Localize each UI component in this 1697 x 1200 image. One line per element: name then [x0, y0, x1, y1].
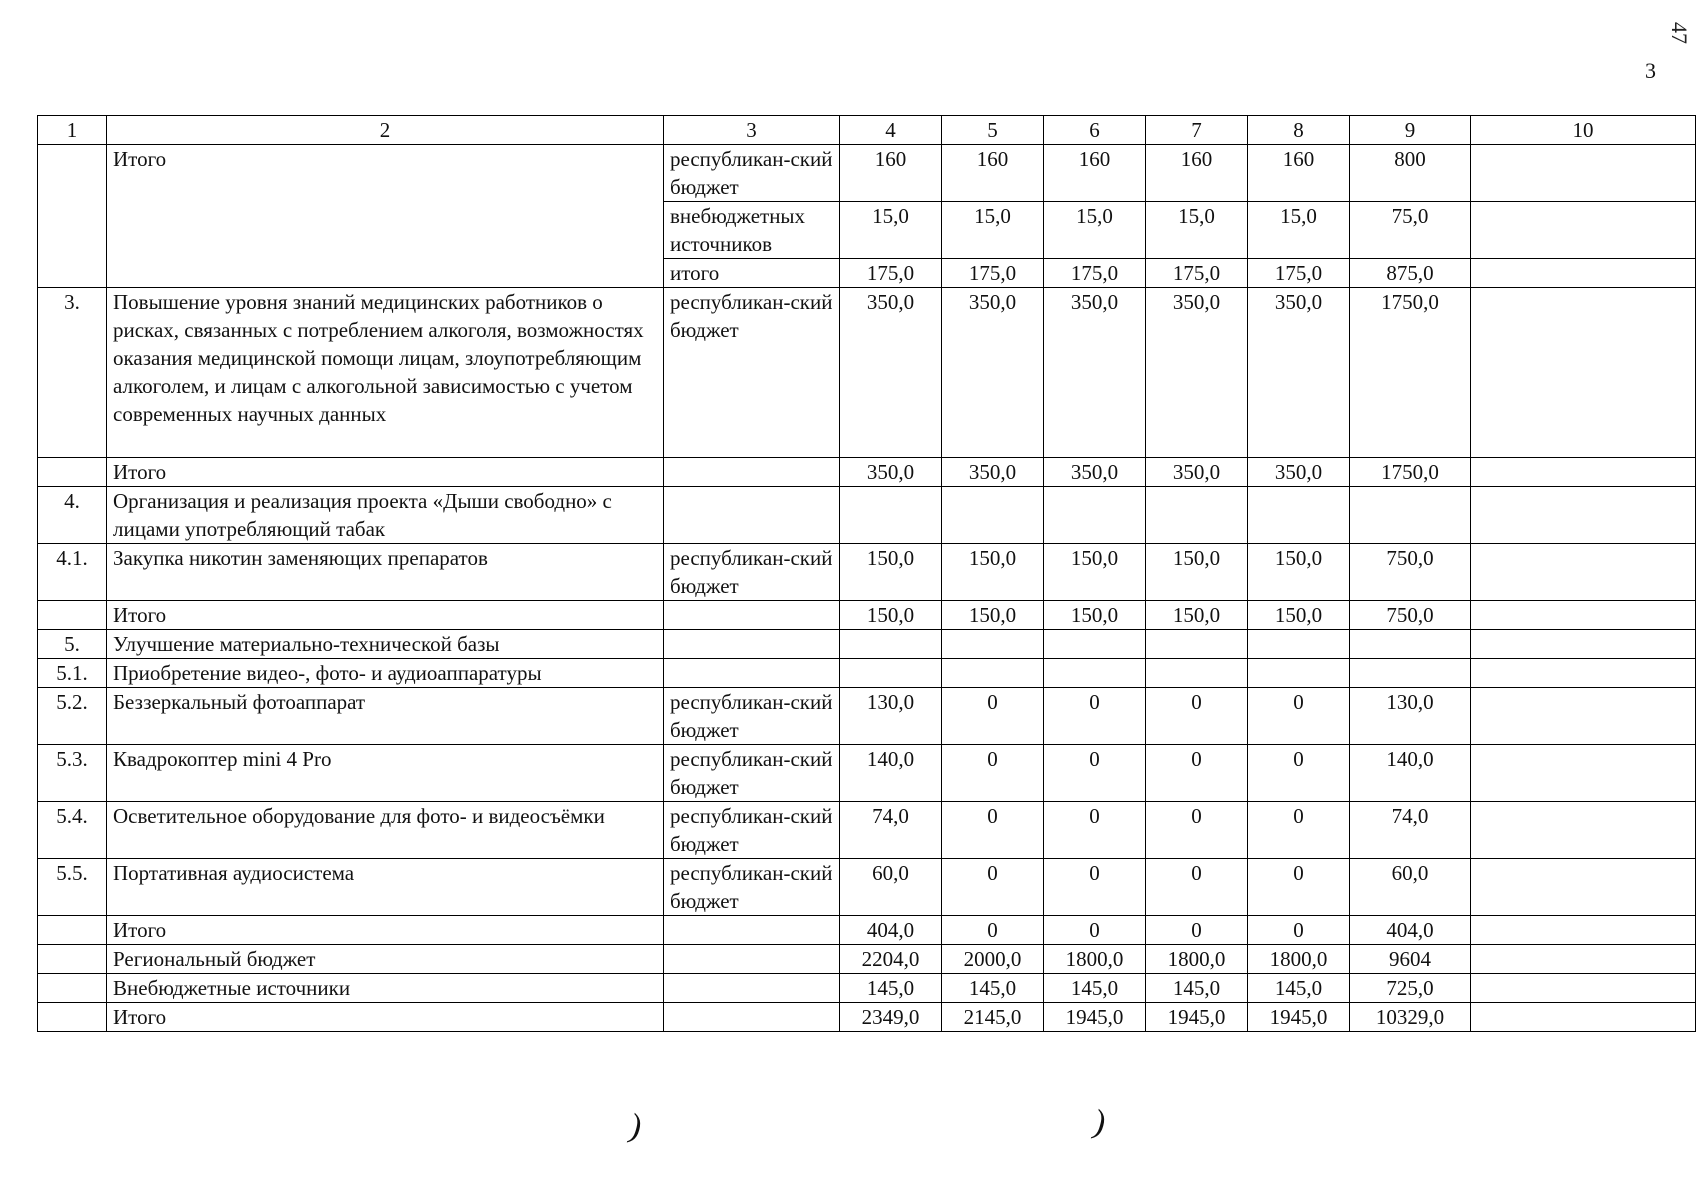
value-cell: 350,0	[942, 458, 1044, 487]
row-number-cell	[38, 916, 107, 945]
note-cell	[1471, 630, 1696, 659]
value-cell: 875,0	[1350, 259, 1471, 288]
column-header: 3	[664, 116, 840, 145]
value-cell: 0	[1146, 859, 1248, 916]
value-cell: 140,0	[840, 745, 942, 802]
value-cell: 0	[942, 859, 1044, 916]
value-cell: 350,0	[1044, 288, 1146, 458]
value-cell: 175,0	[840, 259, 942, 288]
value-cell	[1044, 659, 1146, 688]
row-number-cell: 5.4.	[38, 802, 107, 859]
value-cell	[1146, 659, 1248, 688]
row-name-cell: Итого	[107, 1003, 664, 1032]
value-cell: 0	[1248, 802, 1350, 859]
funding-source-cell	[664, 601, 840, 630]
value-cell: 145,0	[1248, 974, 1350, 1003]
funding-source-cell	[664, 487, 840, 544]
row-name-cell: Итого	[107, 601, 664, 630]
note-cell	[1471, 659, 1696, 688]
row-name-cell: Региональный бюджет	[107, 945, 664, 974]
value-cell: 800	[1350, 145, 1471, 202]
row-name-cell: Повышение уровня знаний медицинских работников о рисках, связанных с потреблением алкоголя, возможностях оказания медицинской помощи лицам, злоупотребляющим алкоголем, и лицам с алкогольной зависимостью с учетом современных научных данных	[107, 288, 664, 458]
column-header: 1	[38, 116, 107, 145]
row-name-cell: Итого	[107, 916, 664, 945]
value-cell: 74,0	[840, 802, 942, 859]
value-cell: 2204,0	[840, 945, 942, 974]
funding-source-cell: республикан-ский бюджет	[664, 859, 840, 916]
column-header: 6	[1044, 116, 1146, 145]
funding-source-cell	[664, 458, 840, 487]
funding-source-cell	[664, 945, 840, 974]
value-cell: 0	[1248, 916, 1350, 945]
value-cell: 15,0	[1044, 202, 1146, 259]
value-cell: 130,0	[840, 688, 942, 745]
note-cell	[1471, 544, 1696, 601]
value-cell: 2145,0	[942, 1003, 1044, 1032]
value-cell	[1248, 487, 1350, 544]
value-cell: 0	[1248, 688, 1350, 745]
table-row	[38, 630, 1696, 659]
value-cell: 1750,0	[1350, 458, 1471, 487]
value-cell: 350,0	[1248, 458, 1350, 487]
table-row	[38, 974, 1696, 1003]
column-header: 5	[942, 116, 1044, 145]
column-header: 2	[107, 116, 664, 145]
value-cell: 350,0	[840, 288, 942, 458]
table-row	[38, 945, 1696, 974]
value-cell: 0	[1044, 688, 1146, 745]
value-cell: 150,0	[1044, 601, 1146, 630]
value-cell: 15,0	[840, 202, 942, 259]
row-name-cell: Беззеркальный фотоаппарат	[107, 688, 664, 745]
funding-source-cell: республикан-ский бюджет	[664, 544, 840, 601]
table-row	[38, 487, 1696, 544]
note-cell	[1471, 601, 1696, 630]
value-cell: 150,0	[1146, 601, 1248, 630]
pen-mark: )	[1089, 1103, 1111, 1142]
value-cell	[1248, 659, 1350, 688]
value-cell: 1800,0	[1146, 945, 1248, 974]
value-cell: 1800,0	[1248, 945, 1350, 974]
value-cell: 0	[1044, 859, 1146, 916]
funding-source-cell	[664, 659, 840, 688]
row-name-cell: Квадрокоптер mini 4 Pro	[107, 745, 664, 802]
value-cell: 1945,0	[1248, 1003, 1350, 1032]
table-row	[38, 544, 1696, 601]
row-number-cell	[38, 1003, 107, 1032]
table-row	[38, 688, 1696, 745]
note-cell	[1471, 974, 1696, 1003]
table-row	[38, 601, 1696, 630]
value-cell: 175,0	[1248, 259, 1350, 288]
value-cell: 160	[1146, 145, 1248, 202]
value-cell	[942, 630, 1044, 659]
note-cell	[1471, 145, 1696, 202]
value-cell: 0	[1044, 745, 1146, 802]
value-cell: 60,0	[1350, 859, 1471, 916]
value-cell	[942, 659, 1044, 688]
funding-source-cell	[664, 974, 840, 1003]
value-cell: 1945,0	[1044, 1003, 1146, 1032]
row-number-cell: 5.2.	[38, 688, 107, 745]
table-body	[38, 116, 1696, 1032]
column-header: 9	[1350, 116, 1471, 145]
value-cell: 350,0	[1146, 288, 1248, 458]
row-name-cell: Закупка никотин заменяющих препаратов	[107, 544, 664, 601]
value-cell	[840, 659, 942, 688]
row-name-cell: Осветительное оборудование для фото- и видеосъёмки	[107, 802, 664, 859]
value-cell: 150,0	[1248, 544, 1350, 601]
row-number-cell	[38, 974, 107, 1003]
funding-source-cell	[664, 1003, 840, 1032]
column-header: 7	[1146, 116, 1248, 145]
value-cell: 350,0	[840, 458, 942, 487]
note-cell	[1471, 745, 1696, 802]
value-cell: 1800,0	[1044, 945, 1146, 974]
value-cell: 150,0	[1044, 544, 1146, 601]
value-cell: 350,0	[1044, 458, 1146, 487]
value-cell: 750,0	[1350, 544, 1471, 601]
value-cell: 0	[942, 916, 1044, 945]
note-cell	[1471, 202, 1696, 259]
value-cell: 60,0	[840, 859, 942, 916]
column-header: 10	[1471, 116, 1696, 145]
value-cell: 130,0	[1350, 688, 1471, 745]
row-number-cell: 5.	[38, 630, 107, 659]
value-cell: 725,0	[1350, 974, 1471, 1003]
funding-source-cell: итого	[664, 259, 840, 288]
value-cell	[840, 487, 942, 544]
row-number-cell	[38, 601, 107, 630]
value-cell: 350,0	[1146, 458, 1248, 487]
value-cell: 15,0	[1248, 202, 1350, 259]
value-cell: 150,0	[840, 601, 942, 630]
note-cell	[1471, 916, 1696, 945]
value-cell: 0	[1044, 802, 1146, 859]
value-cell: 350,0	[1248, 288, 1350, 458]
funding-source-cell: республикан-ский бюджет	[664, 288, 840, 458]
value-cell	[1044, 487, 1146, 544]
value-cell: 750,0	[1350, 601, 1471, 630]
funding-source-cell	[664, 630, 840, 659]
value-cell: 0	[1146, 916, 1248, 945]
funding-source-cell: республикан-ский бюджет	[664, 688, 840, 745]
column-header-row	[38, 116, 1696, 145]
value-cell: 1750,0	[1350, 288, 1471, 458]
row-name-cell: Приобретение видео-, фото- и аудиоаппаратуры	[107, 659, 664, 688]
note-cell	[1471, 487, 1696, 544]
value-cell: 175,0	[1044, 259, 1146, 288]
page-number: 3	[1645, 58, 1656, 83]
funding-source-cell: внебюджетных источников	[664, 202, 840, 259]
funding-source-cell: республикан-ский бюджет	[664, 745, 840, 802]
value-cell: 404,0	[1350, 916, 1471, 945]
value-cell: 74,0	[1350, 802, 1471, 859]
value-cell: 150,0	[942, 601, 1044, 630]
value-cell: 10329,0	[1350, 1003, 1471, 1032]
funding-source-cell	[664, 916, 840, 945]
column-header: 8	[1248, 116, 1350, 145]
value-cell: 0	[942, 802, 1044, 859]
value-cell: 145,0	[1044, 974, 1146, 1003]
column-header: 4	[840, 116, 942, 145]
value-cell: 160	[840, 145, 942, 202]
table-row	[38, 916, 1696, 945]
value-cell: 145,0	[840, 974, 942, 1003]
note-cell	[1471, 1003, 1696, 1032]
table-row	[38, 802, 1696, 859]
row-name-cell: Итого	[107, 145, 664, 288]
row-number-cell: 3.	[38, 288, 107, 458]
funding-source-cell: республикан-ский бюджет	[664, 145, 840, 202]
row-name-cell: Организация и реализация проекта «Дыши свободно» с лицами употребляющий табак	[107, 487, 664, 544]
table-row	[38, 145, 1696, 202]
value-cell	[1146, 630, 1248, 659]
value-cell: 160	[1248, 145, 1350, 202]
value-cell: 160	[942, 145, 1044, 202]
value-cell: 0	[1146, 688, 1248, 745]
value-cell: 150,0	[1248, 601, 1350, 630]
handwritten-page-mark: 47	[1667, 22, 1692, 44]
table-row	[38, 659, 1696, 688]
value-cell	[1248, 630, 1350, 659]
value-cell: 15,0	[942, 202, 1044, 259]
note-cell	[1471, 802, 1696, 859]
row-name-cell: Портативная аудиосистема	[107, 859, 664, 916]
note-cell	[1471, 288, 1696, 458]
table-row	[38, 458, 1696, 487]
row-name-cell: Улучшение материально-технической базы	[107, 630, 664, 659]
value-cell: 75,0	[1350, 202, 1471, 259]
value-cell: 150,0	[1146, 544, 1248, 601]
value-cell: 145,0	[1146, 974, 1248, 1003]
value-cell: 0	[1248, 859, 1350, 916]
value-cell: 145,0	[942, 974, 1044, 1003]
value-cell	[840, 630, 942, 659]
table-row	[38, 745, 1696, 802]
value-cell	[1350, 659, 1471, 688]
note-cell	[1471, 458, 1696, 487]
value-cell: 9604	[1350, 945, 1471, 974]
value-cell: 0	[1248, 745, 1350, 802]
value-cell	[1044, 630, 1146, 659]
value-cell: 404,0	[840, 916, 942, 945]
row-number-cell	[38, 945, 107, 974]
value-cell: 350,0	[942, 288, 1044, 458]
value-cell: 2000,0	[942, 945, 1044, 974]
row-number-cell: 5.3.	[38, 745, 107, 802]
value-cell	[942, 487, 1044, 544]
value-cell: 0	[942, 688, 1044, 745]
row-number-cell: 4.1.	[38, 544, 107, 601]
value-cell: 175,0	[942, 259, 1044, 288]
value-cell	[1350, 487, 1471, 544]
row-number-cell: 4.	[38, 487, 107, 544]
table-row	[38, 1003, 1696, 1032]
note-cell	[1471, 259, 1696, 288]
value-cell: 0	[1146, 802, 1248, 859]
budget-table	[37, 115, 1696, 1032]
value-cell: 15,0	[1146, 202, 1248, 259]
value-cell: 150,0	[840, 544, 942, 601]
value-cell: 1945,0	[1146, 1003, 1248, 1032]
value-cell: 2349,0	[840, 1003, 942, 1032]
value-cell: 175,0	[1146, 259, 1248, 288]
value-cell	[1350, 630, 1471, 659]
table-row	[38, 288, 1696, 458]
row-number-cell: 5.5.	[38, 859, 107, 916]
value-cell: 0	[1146, 745, 1248, 802]
value-cell: 0	[1044, 916, 1146, 945]
note-cell	[1471, 688, 1696, 745]
value-cell: 160	[1044, 145, 1146, 202]
value-cell: 140,0	[1350, 745, 1471, 802]
table-row	[38, 859, 1696, 916]
pen-mark: )	[625, 1107, 647, 1146]
row-number-cell	[38, 145, 107, 288]
value-cell: 0	[942, 745, 1044, 802]
funding-source-cell: республикан-ский бюджет	[664, 802, 840, 859]
note-cell	[1471, 859, 1696, 916]
value-cell: 150,0	[942, 544, 1044, 601]
row-name-cell: Внебюджетные источники	[107, 974, 664, 1003]
row-number-cell: 5.1.	[38, 659, 107, 688]
row-number-cell	[38, 458, 107, 487]
note-cell	[1471, 945, 1696, 974]
value-cell	[1146, 487, 1248, 544]
row-name-cell: Итого	[107, 458, 664, 487]
